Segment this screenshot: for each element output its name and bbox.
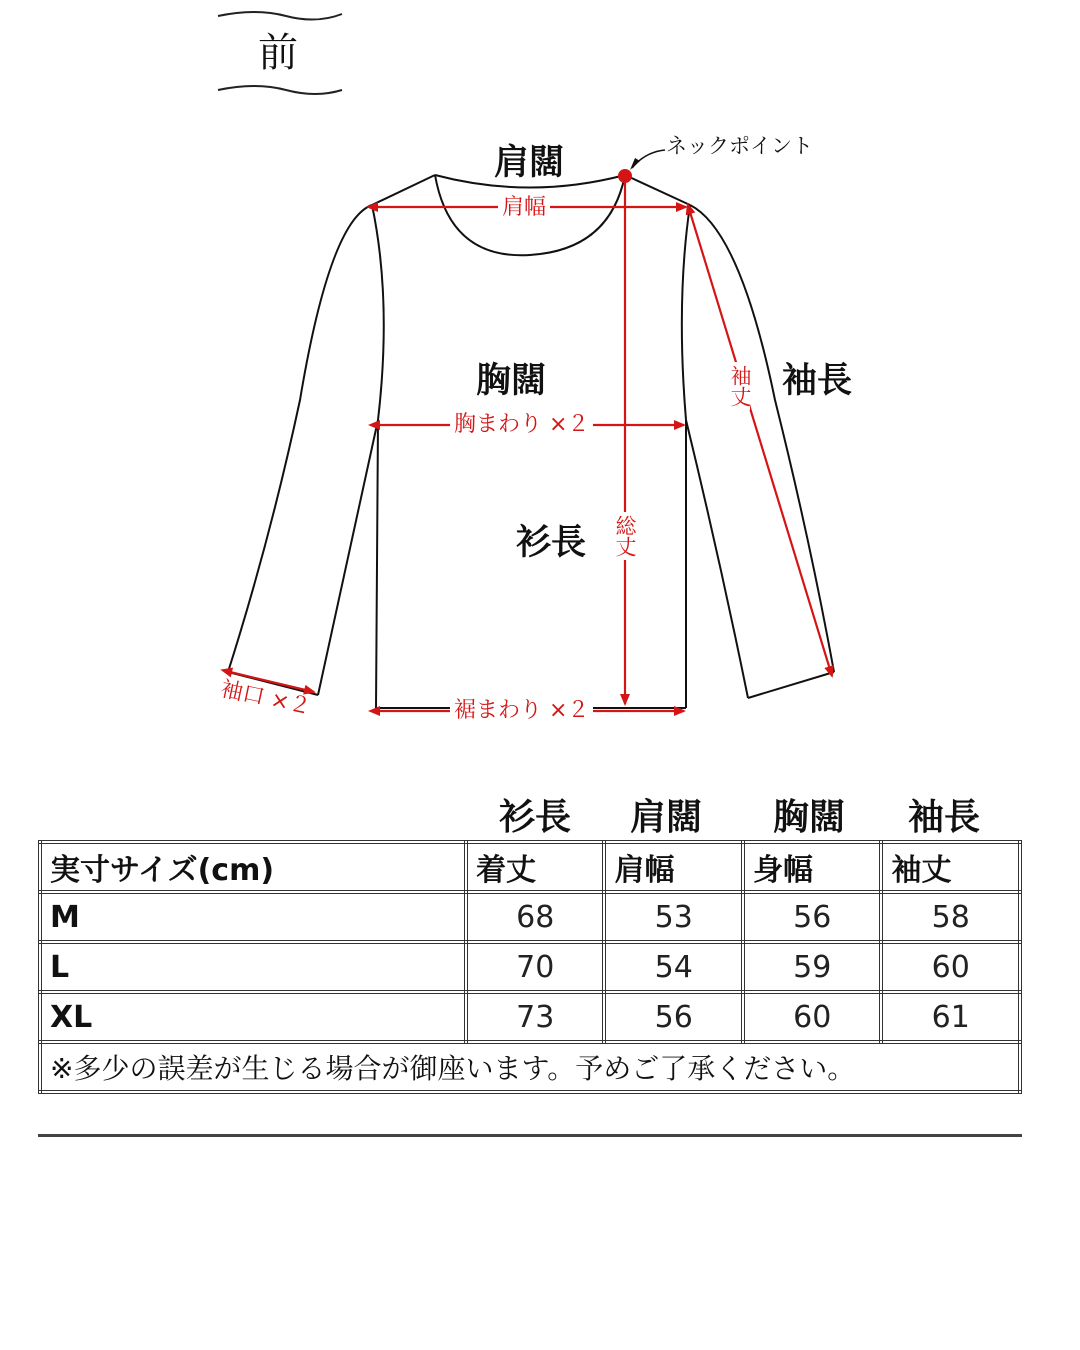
- header-column-cell: 肩幅: [604, 842, 743, 892]
- table-row: [40, 992, 1020, 1042]
- value-cell: 54: [604, 942, 743, 992]
- length-measure-label: 総丈: [614, 512, 635, 560]
- value-cell: 61: [881, 992, 1020, 1042]
- table-row: [40, 892, 1020, 942]
- header-column-cell: 身幅: [743, 842, 882, 892]
- column-heading-shoulder: 肩闊: [629, 797, 702, 838]
- sleeve-heading: 袖長: [782, 361, 853, 401]
- column-heading-length: 衫長: [498, 797, 571, 838]
- table-header-row: [40, 842, 1020, 892]
- value-cell: 60: [881, 942, 1020, 992]
- value-cell: 56: [604, 992, 743, 1042]
- size-table: [38, 840, 1022, 1094]
- neck-point-dot: [618, 169, 632, 183]
- table-row: [40, 942, 1020, 992]
- sleeve-measure-label: 袖丈: [729, 362, 750, 410]
- cuff-measure-label: 袖口 ×２: [218, 676, 314, 721]
- chest-measure-label: 胸まわり ×２: [450, 414, 593, 436]
- neck-point-label: ネックポイント: [666, 134, 813, 158]
- value-cell: 58: [881, 892, 1020, 942]
- size-cell: L: [40, 942, 466, 992]
- length-heading: 衫長: [516, 523, 587, 563]
- column-heading-chest: 胸闊: [772, 797, 845, 838]
- table-note-row: [40, 1042, 1020, 1092]
- value-cell: 59: [743, 942, 882, 992]
- value-cell: 70: [466, 942, 605, 992]
- value-cell: 56: [743, 892, 882, 942]
- value-cell: 68: [466, 892, 605, 942]
- shoulder-measure-label: 肩幅: [498, 197, 550, 219]
- header-column-cell: 着丈: [466, 842, 605, 892]
- chest-heading: 胸闊: [476, 361, 547, 401]
- header-column-cell: 袖丈: [881, 842, 1020, 892]
- hem-measure-label: 裾まわり ×２: [450, 700, 593, 722]
- value-cell: 53: [604, 892, 743, 942]
- column-heading-row: [0, 796, 1080, 842]
- size-cell: XL: [40, 992, 466, 1042]
- value-cell: 73: [466, 992, 605, 1042]
- header-label-cell: 実寸サイズ(cm): [40, 842, 466, 892]
- front-label: 前: [258, 30, 298, 76]
- shoulder-heading: 肩闊: [494, 143, 565, 183]
- size-cell: M: [40, 892, 466, 942]
- table-bottom-border: [38, 1134, 1022, 1137]
- value-cell: 60: [743, 992, 882, 1042]
- column-heading-sleeve: 袖長: [907, 797, 980, 838]
- tolerance-note: ※多少の誤差が生じる場合が御座います。予めご了承ください。: [40, 1042, 1020, 1092]
